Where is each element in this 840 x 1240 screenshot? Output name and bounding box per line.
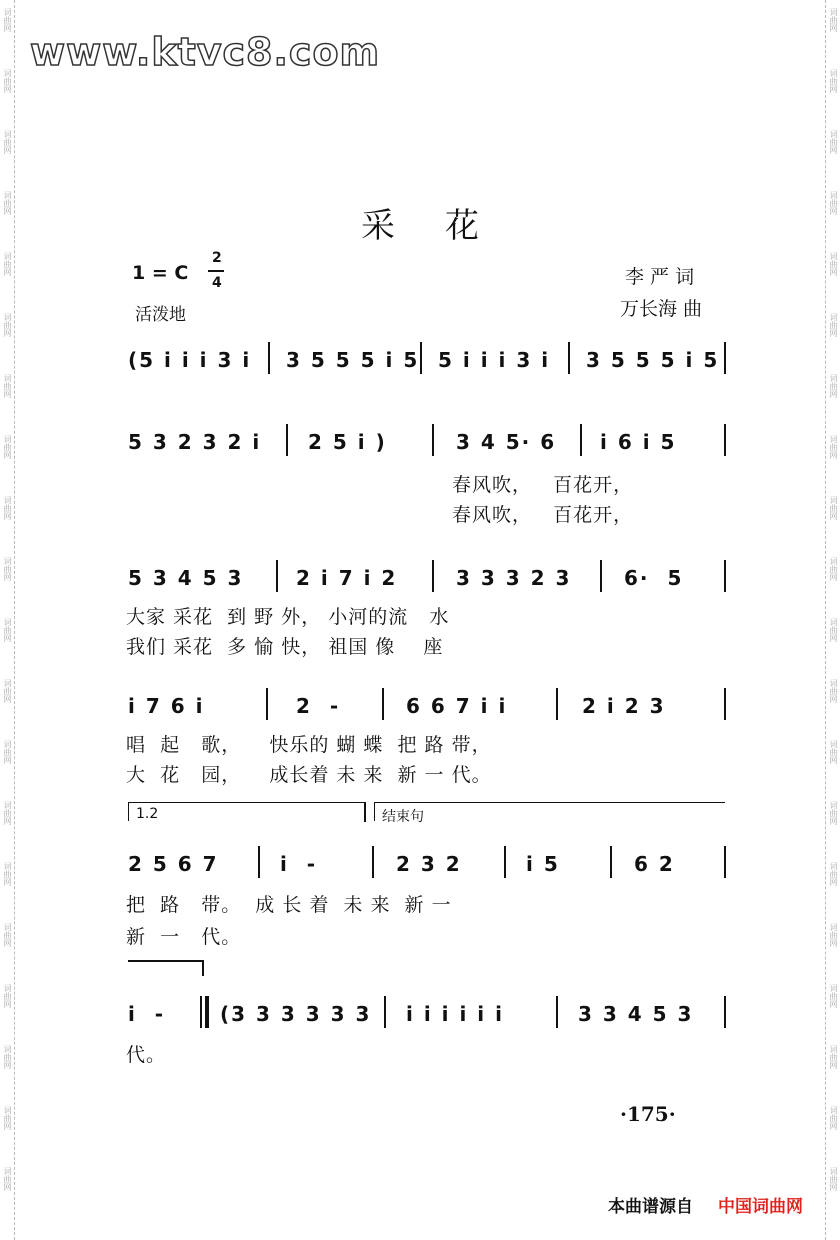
barline: [724, 846, 726, 878]
lyric-verse-2: 大 花 园， 成长着 未 来 新 一 代。: [126, 764, 492, 786]
measure: 6 2: [634, 852, 675, 876]
double-barline: [200, 996, 202, 1028]
measure: 2 3 2: [396, 852, 462, 876]
measure: 5 3 2 3 2 i: [128, 430, 262, 454]
measure: 6· 5: [624, 566, 684, 590]
right-margin-edge: [825, 0, 840, 1240]
margin-mark: 词曲网: [3, 923, 12, 947]
margin-mark: 词曲网: [3, 435, 12, 459]
barline: [556, 688, 558, 720]
margin-mark: 词曲网: [3, 618, 12, 642]
barline: [286, 424, 288, 456]
volta-label-first: 1.2: [136, 806, 159, 822]
barline: [382, 688, 384, 720]
margin-mark: 词曲网: [829, 679, 838, 703]
footer-site-link[interactable]: 中国词曲网: [718, 1197, 803, 1217]
volta-bracket-ending: [374, 802, 725, 821]
volta-label-ending: 结束句: [382, 809, 424, 825]
barline: [268, 342, 270, 374]
measure: 2 5 i ): [308, 430, 387, 454]
page-number: ·175·: [620, 1102, 676, 1126]
double-barline-thick: [205, 996, 209, 1028]
volta-bracket-continuation: [128, 960, 202, 962]
margin-mark: 词曲网: [3, 130, 12, 154]
lyric-verse-2: 新 一 代。: [126, 926, 242, 948]
lyric-verse-2: 春风吹， 百花开，: [452, 504, 634, 526]
measure: i -: [280, 852, 318, 876]
margin-mark: 词曲网: [3, 69, 12, 93]
margin-mark: 词曲网: [829, 130, 838, 154]
barline: [420, 342, 422, 374]
margin-mark: 词曲网: [3, 374, 12, 398]
barline: [610, 846, 612, 878]
composer-credit: 万长海 曲: [620, 298, 703, 320]
margin-mark: 词曲网: [829, 1167, 838, 1191]
left-margin-edge: [0, 0, 15, 1240]
barline: [724, 342, 726, 374]
barline: [568, 342, 570, 374]
lyric-verse-1: 春风吹， 百花开，: [452, 474, 634, 496]
barline: [258, 846, 260, 878]
margin-mark: 词曲网: [829, 557, 838, 581]
barline: [432, 560, 434, 592]
measure: 5 i i i 3 i: [438, 348, 551, 372]
key-signature: 1 = C: [132, 262, 189, 284]
margin-mark: 词曲网: [3, 496, 12, 520]
margin-mark: 词曲网: [3, 862, 12, 886]
lyric-verse-2: 我们 采花 多 愉 快， 祖国 像 座: [126, 636, 444, 658]
margin-mark: 词曲网: [829, 252, 838, 276]
measure: 6 6 7 i i: [406, 694, 508, 718]
measure: (5 i i i 3 i: [128, 348, 252, 372]
measure: i 7 6 i: [128, 694, 205, 718]
barline: [556, 996, 558, 1028]
watermark-url: www.ktvc8.com: [30, 30, 381, 74]
volta-bracket-first: [128, 802, 365, 821]
volta-bracket-continuation-end: [202, 960, 204, 976]
footer-source-label: 本曲谱源自: [608, 1197, 693, 1217]
measure: 3 3 4 5 3: [578, 1002, 694, 1026]
margin-mark: 词曲网: [829, 801, 838, 825]
lyric-verse-1: 把 路 带。 成 长 着 未 来 新 一: [126, 894, 452, 916]
margin-mark: 词曲网: [3, 984, 12, 1008]
margin-mark: 词曲网: [3, 313, 12, 337]
margin-mark: 词曲网: [3, 801, 12, 825]
margin-mark: 词曲网: [3, 252, 12, 276]
measure: 3 4 5· 6: [456, 430, 557, 454]
margin-mark: 词曲网: [3, 8, 12, 32]
barline: [384, 996, 386, 1028]
lyricist-credit: 李 严 词: [625, 266, 695, 288]
margin-mark: 词曲网: [829, 1106, 838, 1130]
margin-mark: 词曲网: [3, 557, 12, 581]
margin-mark: 词曲网: [829, 984, 838, 1008]
barline: [724, 424, 726, 456]
margin-mark: 词曲网: [829, 618, 838, 642]
measure: 2 i 2 3: [582, 694, 666, 718]
margin-mark: 词曲网: [829, 191, 838, 215]
lyric-verse-1: 唱 起 歌， 快乐的 蝴 蝶 把 路 带，: [126, 734, 492, 756]
barline: [724, 560, 726, 592]
margin-mark: 词曲网: [3, 1045, 12, 1069]
margin-mark: 词曲网: [829, 435, 838, 459]
margin-mark: 词曲网: [829, 1045, 838, 1069]
song-title: 采花: [361, 206, 529, 246]
measure: 3 5 5 5 i 5: [586, 348, 720, 372]
measure: i 5: [526, 852, 560, 876]
measure: 3 3 3 2 3: [456, 566, 572, 590]
time-signature-numerator: 2: [212, 250, 222, 266]
measure: i 6 i 5: [600, 430, 677, 454]
measure: 2 i 7 i 2: [296, 566, 398, 590]
barline: [432, 424, 434, 456]
margin-mark: 词曲网: [3, 1106, 12, 1130]
barline: [724, 996, 726, 1028]
measure: (3 3 3 3 3 3: [220, 1002, 372, 1026]
margin-mark: 词曲网: [829, 374, 838, 398]
margin-mark: 词曲网: [829, 862, 838, 886]
barline: [724, 688, 726, 720]
measure: 2 -: [296, 694, 341, 718]
time-signature-line: [208, 270, 224, 272]
lyric-verse-1: 大家 采花 到 野 外， 小河的流 水: [126, 606, 450, 628]
measure: 2 5 6 7: [128, 852, 219, 876]
margin-mark: 词曲网: [829, 740, 838, 764]
margin-mark: 词曲网: [829, 496, 838, 520]
barline: [600, 560, 602, 592]
volta-bracket-end: [364, 802, 366, 822]
margin-mark: 词曲网: [829, 8, 838, 32]
barline: [580, 424, 582, 456]
measure: i -: [128, 1002, 166, 1026]
barline: [276, 560, 278, 592]
lyric-verse-1: 代。: [126, 1044, 167, 1066]
margin-mark: 词曲网: [829, 313, 838, 337]
time-signature-denominator: 4: [212, 275, 222, 291]
barline: [372, 846, 374, 878]
measure: 3 5 5 5 i 5: [286, 348, 420, 372]
margin-mark: 词曲网: [3, 679, 12, 703]
barline: [504, 846, 506, 878]
margin-mark: 词曲网: [829, 69, 838, 93]
margin-mark: 词曲网: [829, 923, 838, 947]
measure: i i i i i i: [406, 1002, 504, 1026]
margin-mark: 词曲网: [3, 1167, 12, 1191]
barline: [266, 688, 268, 720]
margin-mark: 词曲网: [3, 740, 12, 764]
tempo-marking: 活泼地: [135, 305, 186, 325]
margin-mark: 词曲网: [3, 191, 12, 215]
measure: 5 3 4 5 3: [128, 566, 244, 590]
